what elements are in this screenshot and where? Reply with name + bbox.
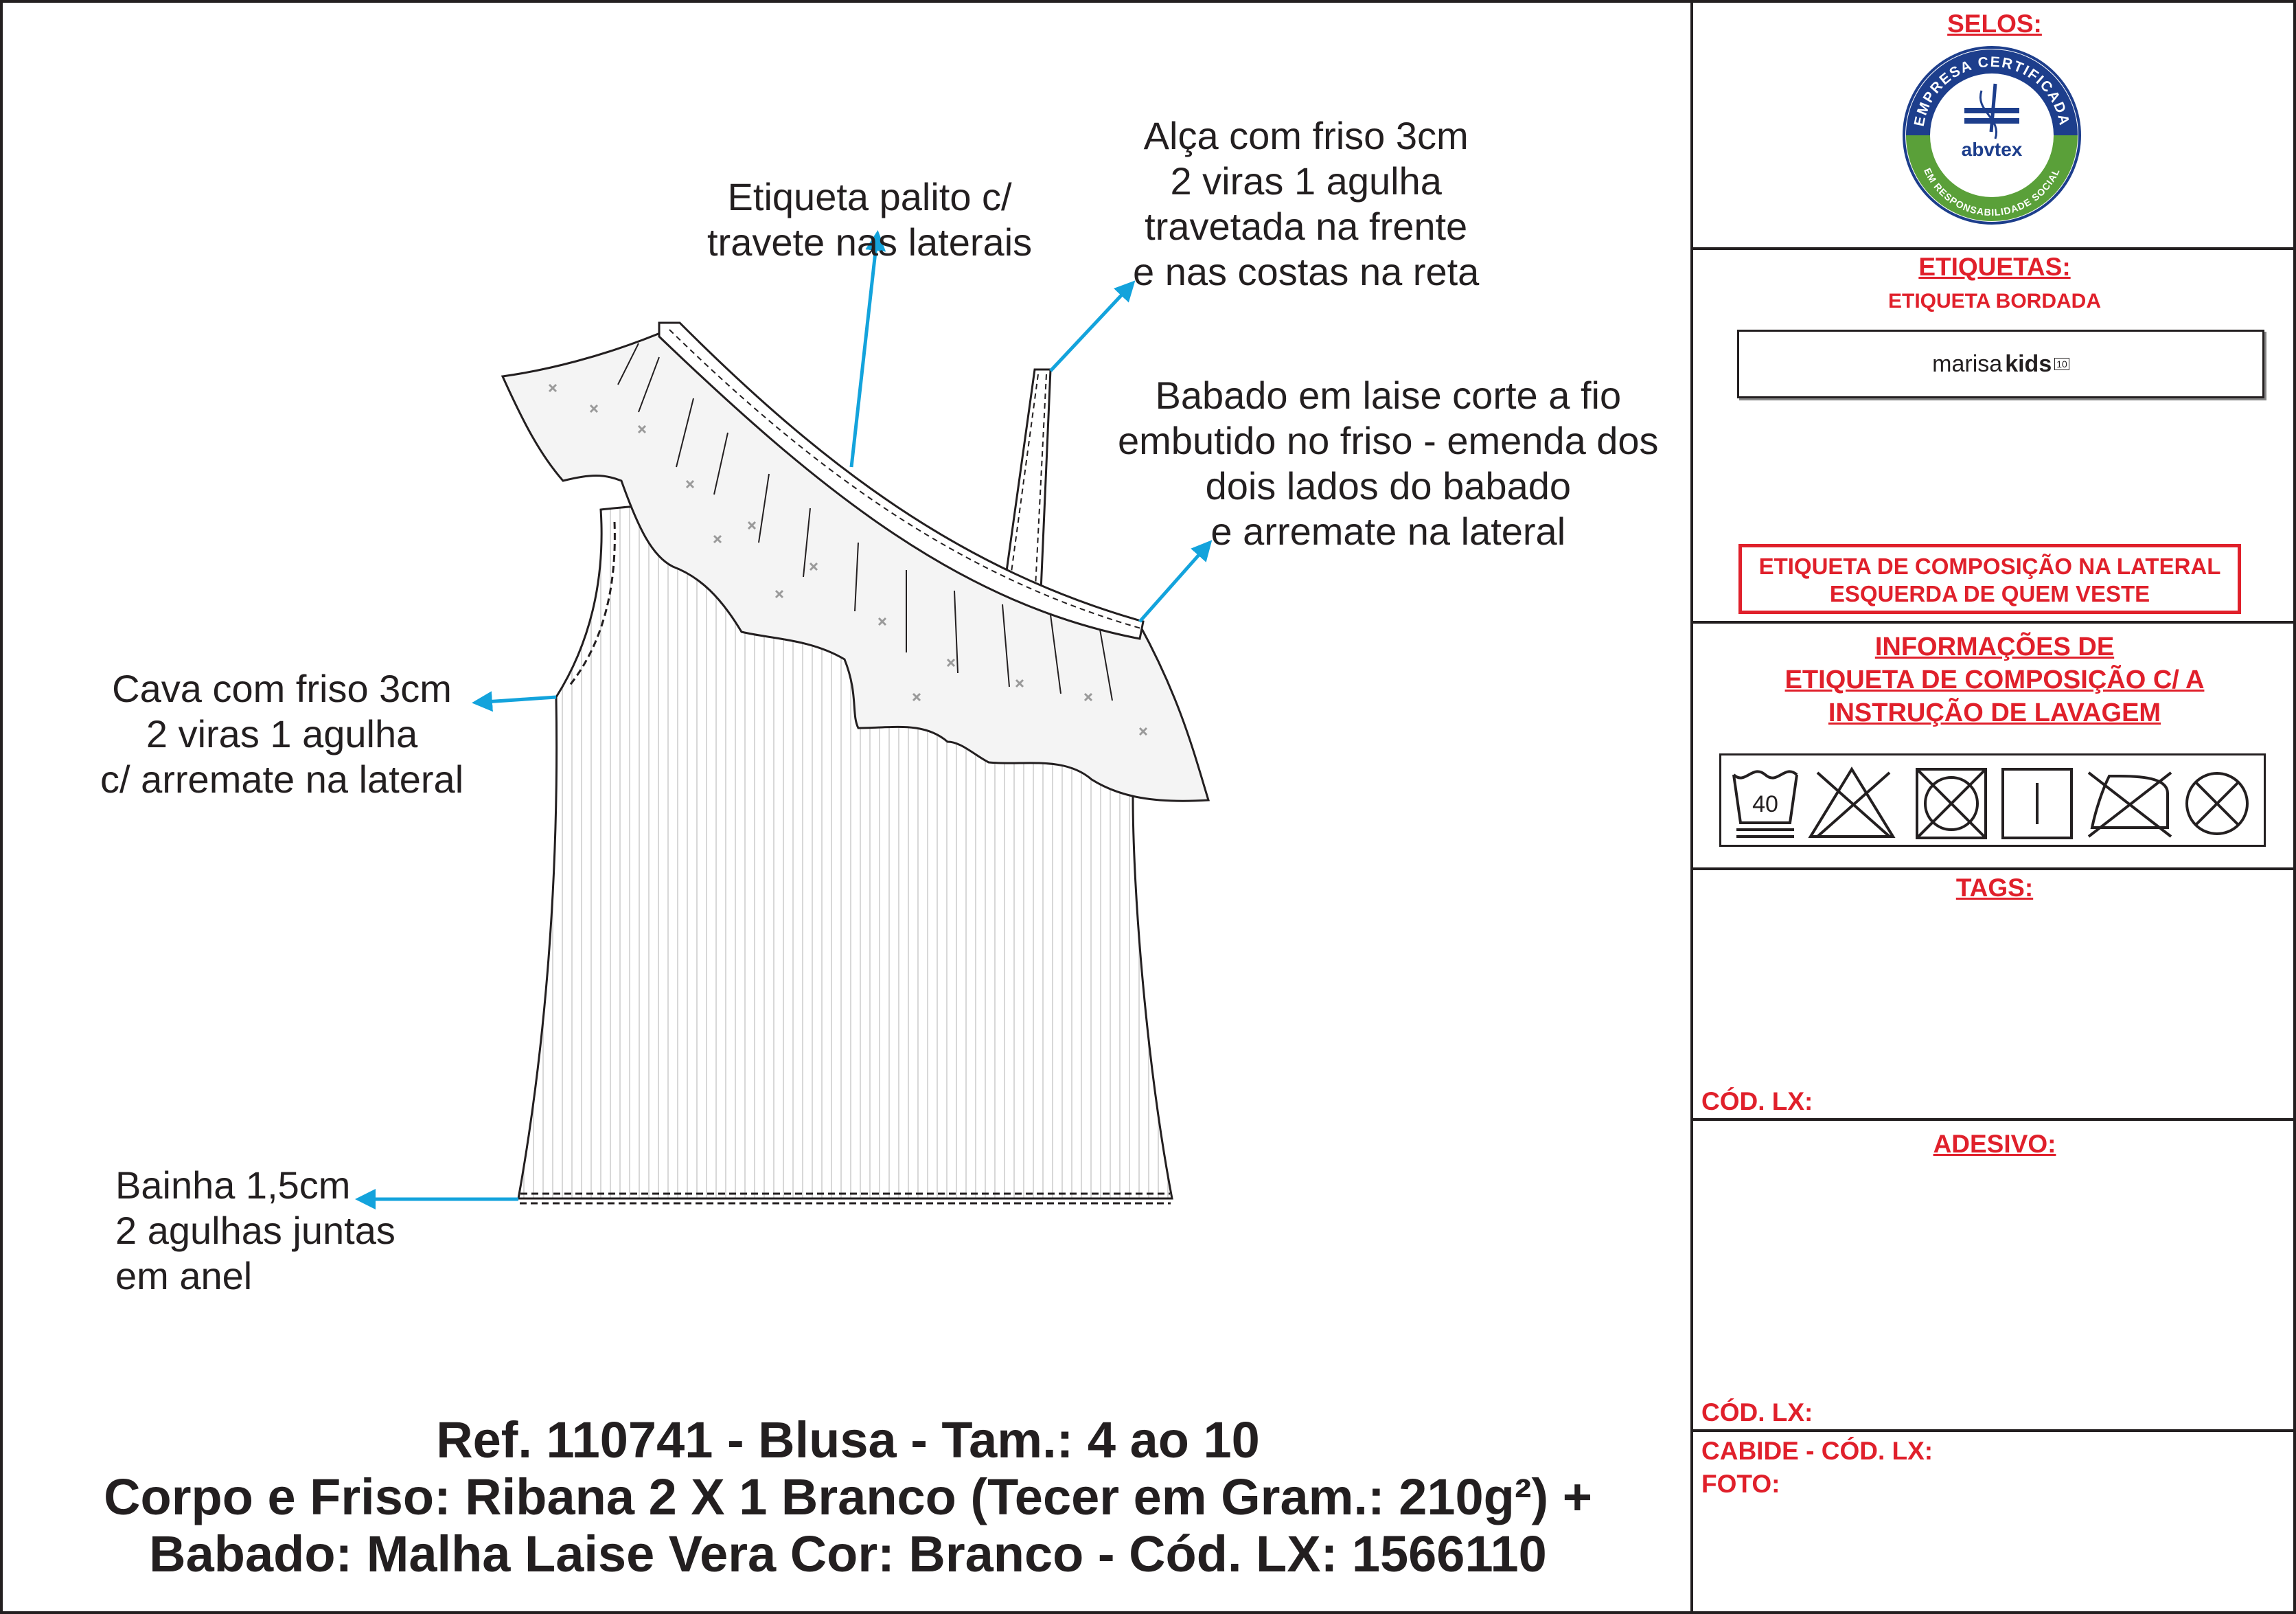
reference-line: Ref. 110741 - Blusa - Tam.: 4 ao 10 [436,1411,1260,1468]
composition-note-box: ETIQUETA DE COMPOSIÇÃO NA LATERAL ESQUERDA DE QUEM VESTE [1738,544,2241,614]
label-line: kids [2005,350,2052,377]
etiquetas-title: ETIQUETAS: [1918,253,2071,281]
no-bleach-icon [1811,769,1893,837]
etiqueta-bordada-label: ETIQUETA BORDADA [1888,290,2101,312]
line-dry-icon [2003,769,2071,838]
adesivo-title: ADESIVO: [1933,1130,2056,1158]
selos-title: SELOS: [1947,10,2042,38]
no-dry-clean-icon [2187,773,2247,834]
svg-text:40: 40 [1752,791,1778,817]
seal-brand: abvtex [1961,139,2023,160]
reference-line: Babado: Malha Laise Vera Cor: Branco - Cód. LX: 1566110 [149,1525,1547,1582]
wash-40-icon [1734,771,1797,837]
label-sizes: 10 [2054,358,2069,370]
svg-text:EM RESPONSABILIDADE SOCIAL: EM RESPONSABILIDADE SOCIAL [1922,166,2062,218]
foto-label: FOTO: [1701,1470,1780,1498]
reference-line: Corpo e Friso: Ribana 2 X 1 Branco (Tecer em Gram.: 210g²) + [104,1468,1592,1525]
note-babado: Babado em laise corte a fio embutido no friso - emenda dos dois lados do babado e arremate na lateral [1118,374,1659,553]
note-bainha: Bainha 1,5cm 2 agulhas juntas em anel [115,1163,395,1297]
no-iron-icon [2089,773,2171,837]
note-alca: Alça com friso 3cm 2 viras 1 agulha travetada na frente e nas costas na reta [1133,114,1480,293]
cabide-code-label: CABIDE - CÓD. LX: [1701,1437,1933,1465]
adesivo-code-label: CÓD. LX: [1701,1398,1813,1427]
embroidered-label-box [1737,330,2264,398]
tags-code-label: CÓD. LX: [1701,1087,1813,1115]
note-cava: Cava com friso 3cm 2 viras 1 agulha c/ arremate na lateral [100,667,464,801]
abvtex-seal [1899,43,2085,228]
note-etiqueta-palito: Etiqueta palito c/ travete nas laterais [707,175,1033,264]
label-brand: marisa [1932,350,2003,377]
tags-title: TAGS: [1955,874,2034,902]
no-tumble-dry-icon [1917,769,1986,838]
informacoes-title: INFORMAÇÕES DE ETIQUETA DE COMPOSIÇÃO C/ A INSTRUÇÃO DE LAVAGEM [1784,633,2205,727]
care-symbols-box [1719,753,2266,847]
svg-text:EMPRESA CERTIFICADA: EMPRESA CERTIFICADA [1911,54,2073,128]
